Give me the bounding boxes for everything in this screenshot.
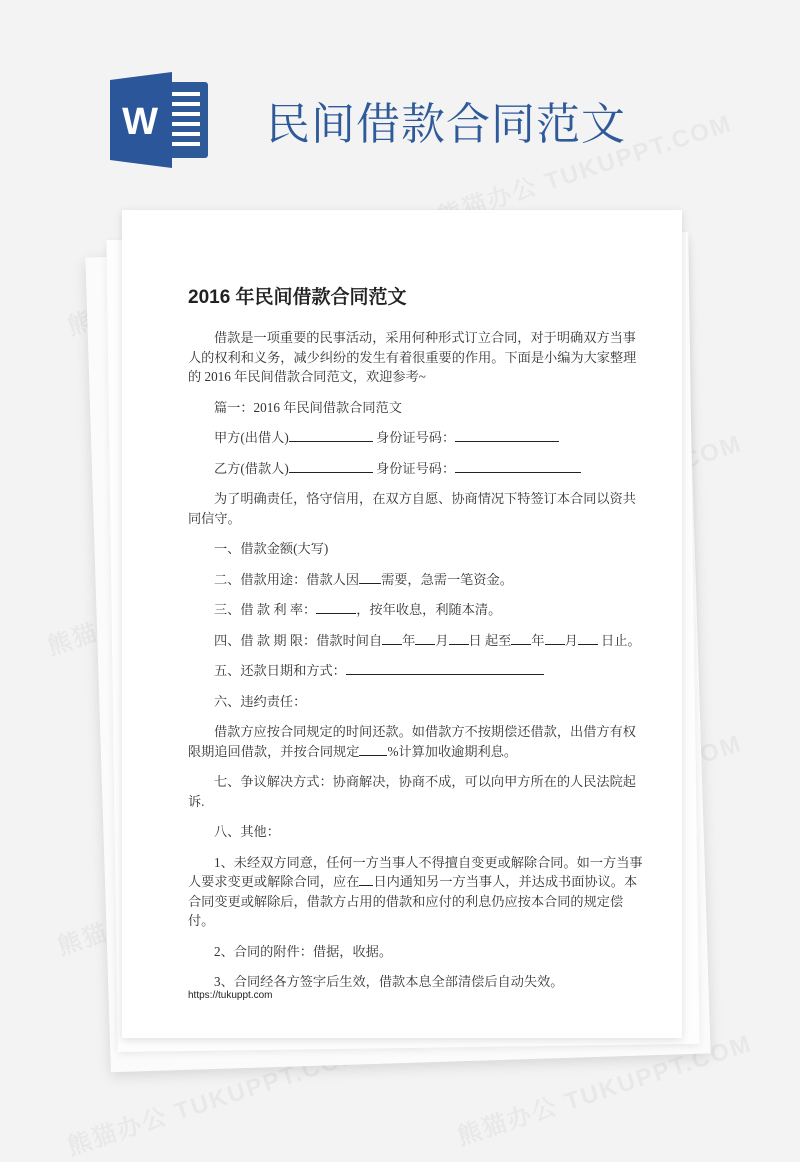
page-title: 民间借款合同范文 [266,99,626,150]
item-2: 2、合同的附件：借据，收据。 [214,943,393,959]
party-b-name-blank[interactable] [289,459,373,473]
clause-6: 六、违约责任： [214,693,307,709]
section-heading: 篇一：2016 年民间借款合同范文 [214,399,402,415]
party-a-id-blank[interactable] [455,428,559,442]
clause-5: 五、还款日期和方式： [188,661,648,681]
clause-8: 八、其他： [214,824,280,839]
document-title: 2016 年民间借款合同范文 [188,287,407,308]
clause-2: 二、借款用途：借款人因 需要，急需一笔资金。 [214,571,513,587]
party-a-name-blank[interactable] [289,428,373,442]
document-page [122,210,682,1038]
start-day-blank[interactable] [449,631,469,645]
party-b-line: 乙方(借款人) 身份证号码： [188,459,648,479]
start-month-blank[interactable] [415,631,435,645]
document-body [188,328,648,1003]
purpose-blank[interactable] [359,570,381,584]
start-year-blank[interactable] [382,631,402,645]
party-a-line: 甲方(出借人) 身份证号码： [188,428,648,448]
interest-rate-blank[interactable] [316,600,356,614]
repayment-blank[interactable] [346,661,544,675]
svg-text:W: W [122,101,158,143]
clause-3: 三、借 款 利 率： ，按年收息，利随本清。 [214,602,502,617]
item-3: 3、合同经各方签字后生效，借款本息全部清偿后自动失效。 [214,974,564,989]
clause-1: 一、借款金额(大写) [214,541,329,556]
penalty-rate-blank[interactable] [359,742,387,756]
clause-4: 四、借 款 期 限：借款时间自 年 月 日 起至 年 月 日止。 [214,632,641,648]
party-b-id-blank[interactable] [455,459,581,473]
preamble-paragraph: 为了明确责任，恪守信用，在双方自愿、协商情况下特签订本合同以资共同信守。 [188,491,636,526]
header [0,0,800,200]
intro-paragraph: 借款是一项重要的民事活动，采用何种形式订立合同，对于明确双方当事人的权利和义务，减少纠纷的发生有着很重要的作用。下面是小编为大家整理的 2016 年民间借款合同范文，欢迎参考~ [188,330,637,384]
item-1: 1、未经双方同意，任何一方当事人不得擅自变更或解除合同。如一方当事人要求变更或解除合同，应在 日内通知另一方当事人，并达成书面协议。本合同变更或解除后，借款方占用的借款和应付的利息仍应按本合同的规定偿付。 [188,854,643,928]
end-month-blank[interactable] [545,631,565,645]
clause-7: 七、争议解决方式：协商解决，协商不成，可以向甲方所在的人民法院起诉. [188,774,636,809]
word-document-icon [110,72,212,168]
clause-6-body: 借款方应按合同规定的时间还款。如借款方不按期偿还借款，出借方有权限期追回借款，并按合同规定 %计算加收逾期利息。 [188,724,636,759]
notice-days-blank[interactable] [359,872,373,886]
end-year-blank[interactable] [511,631,531,645]
end-day-blank[interactable] [578,631,598,645]
footer-url: https://tukuppt.com [188,990,273,1001]
